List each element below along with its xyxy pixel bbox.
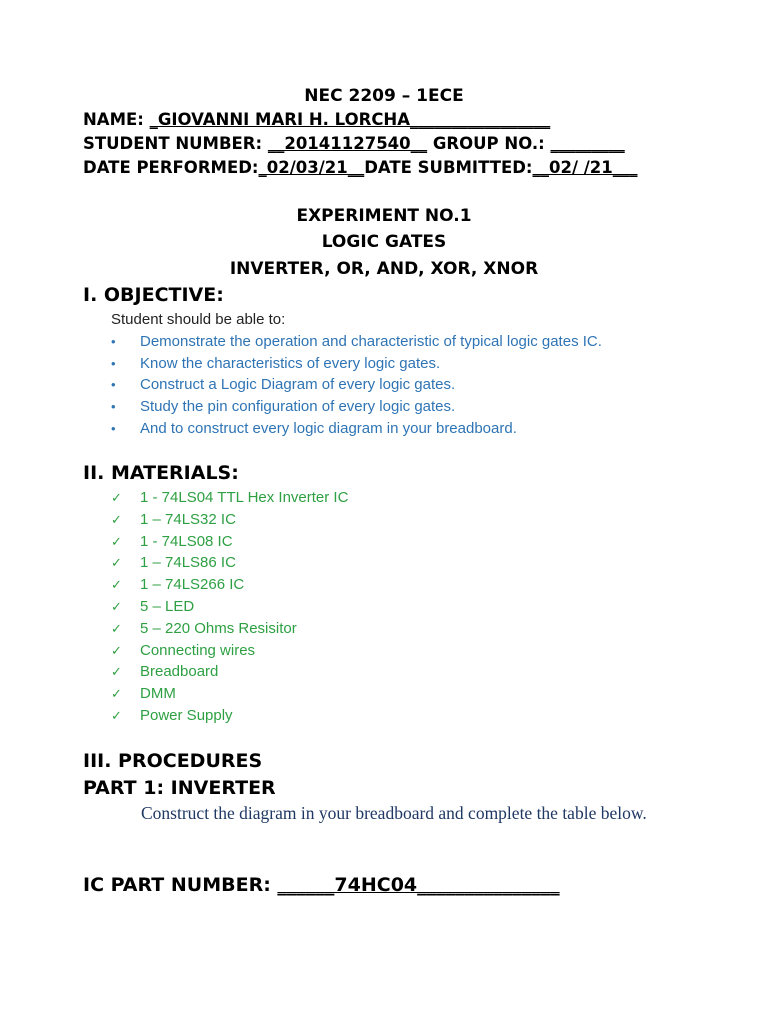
- bullet-icon: •: [111, 334, 116, 349]
- date-submitted-value: __02/ /21___: [532, 158, 638, 177]
- date-performed-label: DATE PERFORMED:: [83, 158, 259, 177]
- list-item: [111, 574, 348, 596]
- group-number-value: _________: [550, 134, 625, 153]
- course-code: NEC 2209 – 1ECE: [304, 86, 464, 106]
- list-item-text: And to construct every logic diagram in your breadboard.: [140, 419, 517, 437]
- name-value: _GIOVANNI MARI H. LORCHA_________________: [149, 110, 551, 129]
- list-item: [111, 552, 348, 574]
- list-item: [111, 640, 348, 662]
- list-item-text: 1 – 74LS266 IC: [140, 576, 245, 594]
- date-submitted-label: DATE SUBMITTED:: [364, 158, 533, 177]
- materials-list: [111, 487, 348, 727]
- name-line: [83, 110, 550, 129]
- experiment-title: EXPERIMENT NO.1: [296, 206, 472, 226]
- checkmark-icon: ✓: [111, 686, 122, 702]
- bullet-icon: •: [111, 420, 116, 436]
- list-item: [111, 683, 348, 705]
- list-item-text: 1 - 74LS04 TTL Hex Inverter IC: [140, 489, 349, 506]
- list-item-text: 5 – 220 Ohms Resisitor: [140, 619, 297, 637]
- bullet-icon: •: [111, 355, 116, 371]
- list-item-text: Study the pin configuration of every logic gates.: [140, 398, 456, 416]
- checkmark-icon: ✓: [111, 598, 122, 614]
- list-item-text: Demonstrate the operation and characteristic of typical logic gates IC.: [140, 333, 602, 350]
- bullet-icon: •: [111, 399, 116, 415]
- checkmark-icon: ✓: [111, 490, 122, 505]
- list-item-text: Connecting wires: [140, 641, 256, 659]
- checkmark-icon: ✓: [111, 555, 122, 571]
- list-item-text: DMM: [140, 685, 176, 703]
- list-item: [111, 331, 602, 353]
- list-item-text: Power Supply: [140, 706, 233, 724]
- checkmark-icon: ✓: [111, 707, 122, 723]
- part1-heading: PART 1: INVERTER: [83, 777, 276, 799]
- student-number-line: [83, 134, 625, 153]
- student-number-value: __20141127540__: [267, 134, 428, 153]
- list-item: [111, 618, 348, 640]
- list-item-text: Breadboard: [140, 663, 219, 681]
- procedures-heading: III. PROCEDURES: [83, 750, 263, 772]
- list-item-text: Construct a Logic Diagram of every logic gates.: [140, 376, 456, 394]
- list-item: [111, 705, 348, 727]
- experiment-gates: INVERTER, OR, AND, XOR, XNOR: [229, 259, 539, 279]
- list-item: [111, 531, 348, 553]
- list-item: [111, 353, 602, 375]
- list-item: [111, 487, 348, 509]
- list-item-text: 1 – 74LS32 IC: [140, 510, 236, 528]
- objective-list: [111, 331, 602, 439]
- date-performed-value: _02/03/21__: [258, 158, 365, 177]
- list-item: [111, 374, 602, 396]
- checkmark-icon: ✓: [111, 664, 122, 680]
- student-number-label: STUDENT NUMBER:: [83, 134, 268, 153]
- ic-part-number-line: [83, 874, 560, 896]
- date-line: [83, 158, 638, 177]
- bullet-icon: •: [111, 377, 116, 393]
- experiment-subtitle: LOGIC GATES: [321, 232, 447, 252]
- checkmark-icon: ✓: [111, 577, 122, 593]
- materials-heading: II. MATERIALS:: [83, 462, 239, 484]
- objective-intro: Student should be able to:: [111, 311, 286, 328]
- checkmark-icon: ✓: [111, 533, 122, 549]
- list-item: [111, 418, 602, 440]
- list-item: [111, 396, 602, 418]
- part1-instructions: Construct the diagram in your breadboard and complete the table below.: [141, 803, 647, 823]
- list-item-text: 1 – 74LS86 IC: [140, 554, 236, 572]
- list-item: [111, 596, 348, 618]
- list-item: [111, 509, 348, 531]
- group-number-label: GROUP NO.:: [427, 134, 551, 153]
- list-item-text: 1 - 74LS08 IC: [140, 532, 233, 550]
- list-item-text: Know the characteristics of every logic gates.: [140, 354, 441, 372]
- checkmark-icon: ✓: [111, 511, 122, 527]
- checkmark-icon: ✓: [111, 642, 122, 658]
- objective-heading: I. OBJECTIVE:: [83, 284, 224, 306]
- list-item: [111, 661, 348, 683]
- checkmark-icon: ✓: [111, 620, 122, 636]
- ic-part-number-label: IC PART NUMBER:: [83, 874, 278, 896]
- ic-part-number-value: ______74HC04_______________: [277, 874, 560, 896]
- list-item-text: 5 – LED: [140, 597, 195, 615]
- name-label: NAME:: [83, 110, 150, 129]
